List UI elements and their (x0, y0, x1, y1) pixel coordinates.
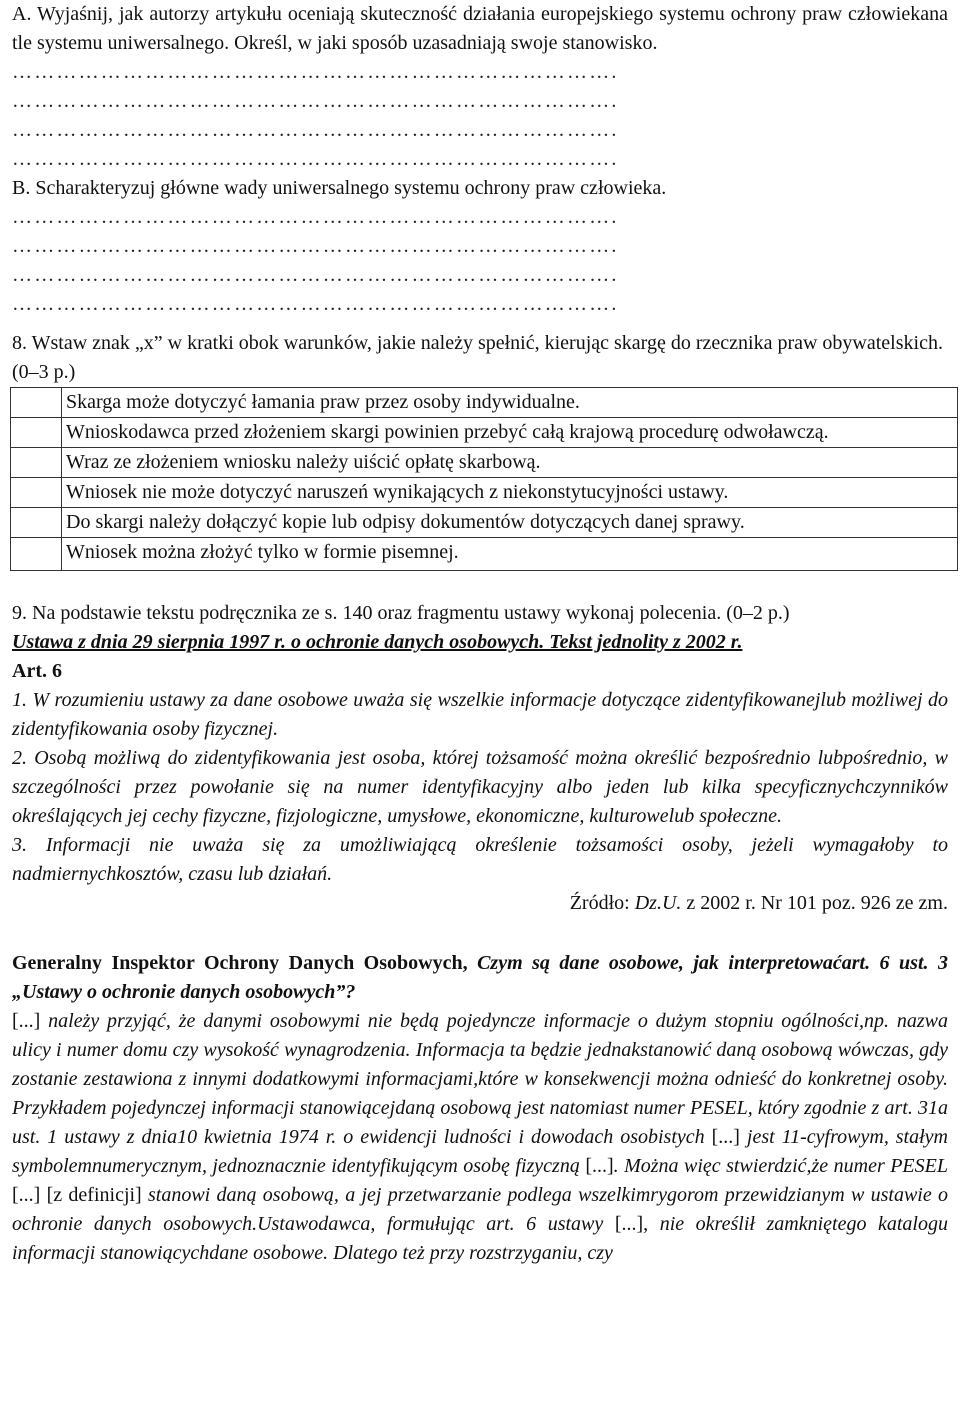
answer-line-b-4[interactable]: ………………………………………………………………………. (12, 293, 619, 315)
checkbox-cell-5[interactable] (11, 508, 62, 538)
source-journal: Dz.U. (634, 892, 682, 914)
table-row (11, 508, 958, 538)
article-paragraph-3 (12, 831, 948, 889)
option-text-5: Do skargi należy dołączyć kopie lub odpisy dokumentów dotyczących danej sprawy. (62, 508, 958, 538)
table-row (11, 538, 958, 571)
checkbox-cell-3[interactable] (11, 448, 62, 478)
checkbox-cell-2[interactable] (11, 418, 62, 448)
giodo-text-part: należy przyjąć, że danymi osobowymi nie będą pojedyncze informacje o dużym stopniu ogólności,np. nazwa ulicy i numer domu czy wysokość wynagrodzenia. Informacja ta będzie jednakstanowić daną osobową wówczas, gdy zostanie zestawiona z innymi dodatkowymi informacjami,które w konsekwencji można odnieść do konkretnej osoby. Przykładem pojedynczej informacji stanowiącejdaną osobową jest natomiast numer PESEL, który zgodnie z art. 31a ust. 1 ustawy z dnia10 kwietnia 1974 r. o ewidencji ludności i dowodach osobistych (12, 1010, 948, 1148)
worksheet-page (12, 0, 948, 1268)
checkbox-cell-4[interactable] (11, 478, 62, 508)
checkbox-cell-1[interactable] (11, 388, 62, 418)
article-number: Art. 6 (12, 660, 62, 682)
answer-line-a-1[interactable]: ………………………………………………………………………. (12, 61, 619, 83)
answer-line-a-4[interactable]: ………………………………………………………………………. (12, 148, 619, 170)
source-prefix: Źródło: (569, 892, 635, 914)
table-row (11, 448, 958, 478)
option-text-4: Wniosek nie może dotyczyć naruszeń wynikających z niekonstytucyjności ustawy. (62, 478, 958, 508)
paragraph-text-1: W rozumieniu ustawy za dane osobowe uważa się wszelkie informacje dotyczące zidentyfikowanejlub możliwej do zidentyfikowania osoby fizycznej. (12, 689, 948, 740)
task-8-checkbox-table (10, 387, 958, 571)
omission-mark: [...] [z definicji] (12, 1184, 142, 1206)
paragraph-text-2: Osobą możliwą do zidentyfikowania jest osoba, której tożsamość można określić bezpośrednio lubpośrednio, w szczególności przez powołanie się na numer identyfikacyjny albo jeden lub kilka specyficznychczynników określających jej cechy fizyczne, fizjologiczne, umysłowe, ekonomiczne, kulturowelub społeczne. (12, 747, 948, 827)
option-text-3: Wraz ze złożeniem wniosku należy uiścić opłatę skarbową. (62, 448, 958, 478)
giodo-author: Generalny Inspektor Ochrony Danych Osobowych, (12, 952, 478, 974)
omission-mark: [...] (12, 1010, 41, 1032)
giodo-title: Czym są dane osobowe, jak interpretowaćart. 6 ust. 3 „Ustawy o ochronie danych osobowych”? (12, 952, 948, 1003)
task-a-prompt: A. Wyjaśnij, jak autorzy artykułu oceniają skuteczność działania europejskiego systemu ochrony praw człowiekana tle systemu uniwersalnego. Określ, w jaki sposób uzasadniają swoje stanowisko. (12, 3, 948, 54)
task-8-prompt: 8. Wstaw znak „x” w kratki obok warunków, jakie należy spełnić, kierując skargę do rzecznika praw obywatelskich. (0–3 p.) (12, 332, 943, 383)
giodo-text-part: , nie określił zamkniętego katalogu informacji stanowiącychdane osobowe. Dlatego też przy rozstrzyganiu, czy (12, 1213, 948, 1264)
giodo-text (12, 1007, 948, 1268)
table-row (11, 388, 958, 418)
option-text-2: Wnioskodawca przed złożeniem skargi powinien przebyć całą krajową procedurę odwoławczą. (62, 418, 958, 448)
paragraph-number-3: 3. (12, 834, 27, 856)
answer-line-a-2[interactable]: ………………………………………………………………………. (12, 90, 619, 112)
task-9-prompt: 9. Na podstawie tekstu podręcznika ze s. 140 oraz fragmentu ustawy wykonaj polecenia. (0–2 p.) (12, 602, 790, 624)
giodo-text-part: jest 11-cyfrowym, stałym symbolemnumerycznym, jednoznacznie identyfikującym osobę fizyczną (12, 1126, 948, 1177)
article-paragraph-1 (12, 686, 948, 744)
paragraph-number-2: 2. (12, 747, 27, 769)
giodo-heading (12, 949, 948, 1007)
option-text-6: Wniosek można złożyć tylko w formie pisemnej. (62, 538, 958, 571)
table-row (11, 478, 958, 508)
source-citation (12, 889, 948, 918)
article-paragraph-2 (12, 744, 948, 831)
answer-line-b-3[interactable]: ………………………………………………………………………. (12, 264, 619, 286)
answer-line-b-2[interactable]: ………………………………………………………………………. (12, 235, 619, 257)
checkbox-cell-6[interactable] (11, 538, 62, 571)
omission-mark: [...] (585, 1155, 614, 1177)
answer-line-a-3[interactable]: ………………………………………………………………………. (12, 119, 619, 141)
act-title: Ustawa z dnia 29 sierpnia 1997 r. o ochronie danych osobowych. Tekst jednolity z 2002 r. (12, 631, 743, 653)
task-b-prompt: B. Scharakteryzuj główne wady uniwersalnego systemu ochrony praw człowieka. (12, 177, 667, 199)
table-row (11, 418, 958, 448)
omission-mark: [...] (614, 1213, 644, 1235)
giodo-text-part: . Można więc stwierdzić,że numer PESEL (613, 1155, 948, 1177)
giodo-text-part: stanowi daną osobową, a jej przetwarzanie podlega wszelkimrygorom przewidzianym w ustawie o ochronie danych osobowych.Ustawodawca, formułując art. 6 ustawy (12, 1184, 948, 1235)
omission-mark: [...] (711, 1126, 740, 1148)
source-details: z 2002 r. Nr 101 poz. 926 ze zm. (681, 892, 948, 914)
paragraph-number-1: 1. (12, 689, 27, 711)
answer-line-b-1[interactable]: ………………………………………………………………………. (12, 206, 619, 228)
paragraph-text-3: Informacji nie uważa się za umożliwiającą określenie tożsamości osoby, jeżeli wymagałoby to nadmiernychkosztów, czasu lub działań. (12, 834, 948, 885)
option-text-1: Skarga może dotyczyć łamania praw przez osoby indywidualne. (62, 388, 958, 418)
